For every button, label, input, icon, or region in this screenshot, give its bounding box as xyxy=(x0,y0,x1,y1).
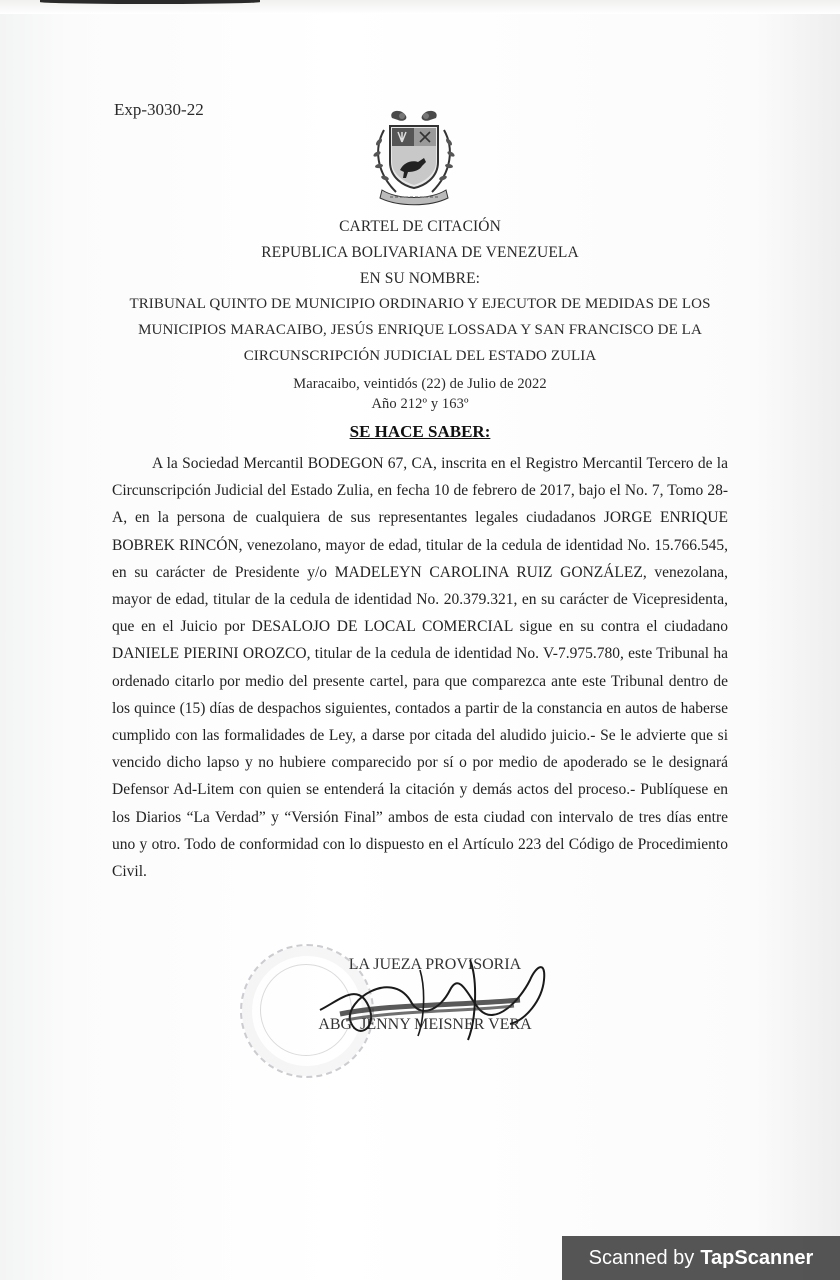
handwritten-signature-icon xyxy=(300,940,560,1050)
venezuela-coat-of-arms-icon xyxy=(362,108,466,208)
court-name-line-1: TRIBUNAL QUINTO DE MUNICIPIO ORDINARIO Y EJECUTOR DE MEDIDAS DE LOS xyxy=(129,296,711,312)
signature-block xyxy=(240,930,580,1100)
watermark-prefix: Scanned by xyxy=(588,1246,695,1269)
court-name-line-2: MUNICIPIOS MARACAIBO, JESÚS ENRIQUE LOSSADA Y SAN FRANCISCO DE LA xyxy=(138,322,702,338)
body-paragraph: A la Sociedad Mercantil BODEGON 67, CA, inscrita en el Registro Mercantil Tercero de la Circunscripción Judicial del Estado Zulia, en fecha 10 de febrero de 2017, bajo el No. 7, Tomo 28-A, en la persona de cualquiera de sus representantes legales ciudadanos JORGE ENRIQUE BOBREK RINCÓN, venezolano, mayor de edad, titular de la cedula de identidad No. 15.766.545, en su carácter de Presidente y/o MADELEYN CAROLINA RUIZ GONZÁLEZ, venezolana, mayor de edad, titular de la cedula de identidad No. 20.379.321, en su carácter de Vicepresidenta, que en el Juicio por DESALOJO DE LOCAL COMERCIAL sigue en su contra el ciudadano DANIELE PIERINI OROZCO, titular de la cedula de identidad No. V-7.975.780, este Tribunal ha ordenado citarlo por medio del presente cartel, para que comparezca ante este Tribunal dentro de los quince (15) días de despachos siguientes, contados a partir de la constancia en autos de haberse cumplido con las formalidades de Ley, a darse por citada del aludido juicio.- Se le advierte que si vencido dicho lapso y no hubiere comparecido por sí o por medio de apoderado se le designará Defensor Ad-Litem con quien se entenderá la citación y demás actos del proceso.- Publíquese en los Diarios “La Verdad” y “Versión Final” ambos de esta ciudad con intervalo de tres días entre uno y otro. Todo de conformidad con lo dispuesto en el Artículo 223 del Código de Procedimiento Civil. xyxy=(112,455,728,881)
file-number: Exp-3030-22 xyxy=(114,100,204,119)
tapscanner-watermark xyxy=(562,1236,840,1280)
republic-name: REPUBLICA BOLIVARIANA DE VENEZUELA xyxy=(261,244,579,261)
page-top-edge xyxy=(0,0,840,14)
section-heading: SE HACE SABER: xyxy=(349,422,491,441)
cartel-title: CARTEL DE CITACIÓN xyxy=(339,218,501,235)
judge-title: LA JUEZA PROVISORIA xyxy=(348,956,522,973)
in-name-line: EN SU NOMBRE: xyxy=(359,270,481,287)
date-place: Maracaibo, veintidós (22) de Julio de 2022 xyxy=(293,376,547,392)
judge-name: ABG. JENNY MEISNER VERA xyxy=(318,1016,532,1033)
years-line: Año 212º y 163º xyxy=(371,396,469,412)
court-name-line-3: CIRCUNSCRIPCIÓN JUDICIAL DEL ESTADO ZULIA xyxy=(243,348,597,364)
body-text xyxy=(112,450,728,885)
watermark-brand: TapScanner xyxy=(700,1246,814,1269)
